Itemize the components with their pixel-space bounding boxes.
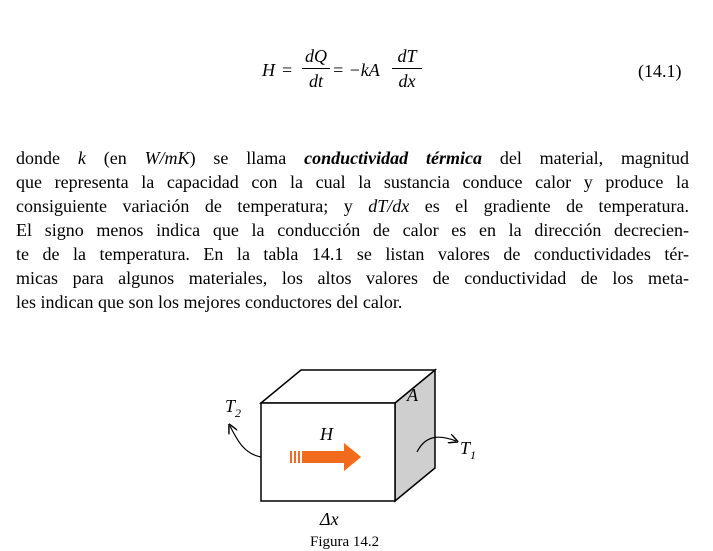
paragraph-line: te de la temperatura. En la tabla 14.1 se listan valores de conductividades tér- <box>16 244 689 264</box>
paragraph-line: que representa la capacidad con la cual la sustancia conduce calor y produce la <box>16 172 689 192</box>
t2-curved-arrow <box>230 426 261 457</box>
fraction-numerator: dQ <box>305 46 327 66</box>
paragraph-line <box>16 194 689 218</box>
label-thickness-dx: Δx <box>320 509 339 529</box>
label-t2: $T_2$ <box>225 396 242 420</box>
equation-number: (14.1) <box>638 61 682 81</box>
term-emphasis: conductividad térmica <box>304 148 482 168</box>
fraction-bar <box>302 68 330 69</box>
fraction-denominator: dx <box>398 71 416 91</box>
fraction-denominator: dt <box>308 71 323 91</box>
unit-text: W/mK <box>144 148 190 168</box>
label-area-a: A <box>407 385 418 405</box>
equation-rhs-coefficient: = −kA <box>332 60 380 80</box>
paragraph-line: El signo menos indica que la conducción de calor es en la dirección decrecien- <box>16 220 689 240</box>
paragraph-line: les indican que son los mejores conductores del calor. <box>16 292 403 312</box>
body-paragraph <box>16 146 689 314</box>
equals-sign: = <box>282 60 293 80</box>
variable-k: k <box>77 148 86 168</box>
text-span: del material, magnitud <box>481 148 689 168</box>
label-t1: $T_1$ <box>460 438 477 462</box>
equation-lhs: H <box>262 60 275 80</box>
fraction-dq-dt <box>302 46 330 92</box>
text-span: consiguiente variación de temperatura; y <box>16 196 369 216</box>
figure-heat-conduction-block <box>220 362 500 550</box>
text-span: donde <box>16 148 78 168</box>
label-heat-flux-h: H <box>320 424 333 444</box>
text-span: (en <box>85 148 145 168</box>
figure-caption: Figura 14.2 <box>310 534 380 550</box>
text-span: ) se llama <box>189 148 305 168</box>
text-span: es el gradiente de temperatura. <box>409 196 689 216</box>
fraction-numerator: dT <box>397 46 417 66</box>
gradient-term: dT/dx <box>368 196 410 216</box>
fraction-bar <box>392 68 422 69</box>
paragraph-line <box>16 146 689 170</box>
paragraph-line: micas para algunos materiales, los altos valores de conductividad de los meta- <box>16 268 689 288</box>
fraction-dt-dx <box>392 46 422 92</box>
